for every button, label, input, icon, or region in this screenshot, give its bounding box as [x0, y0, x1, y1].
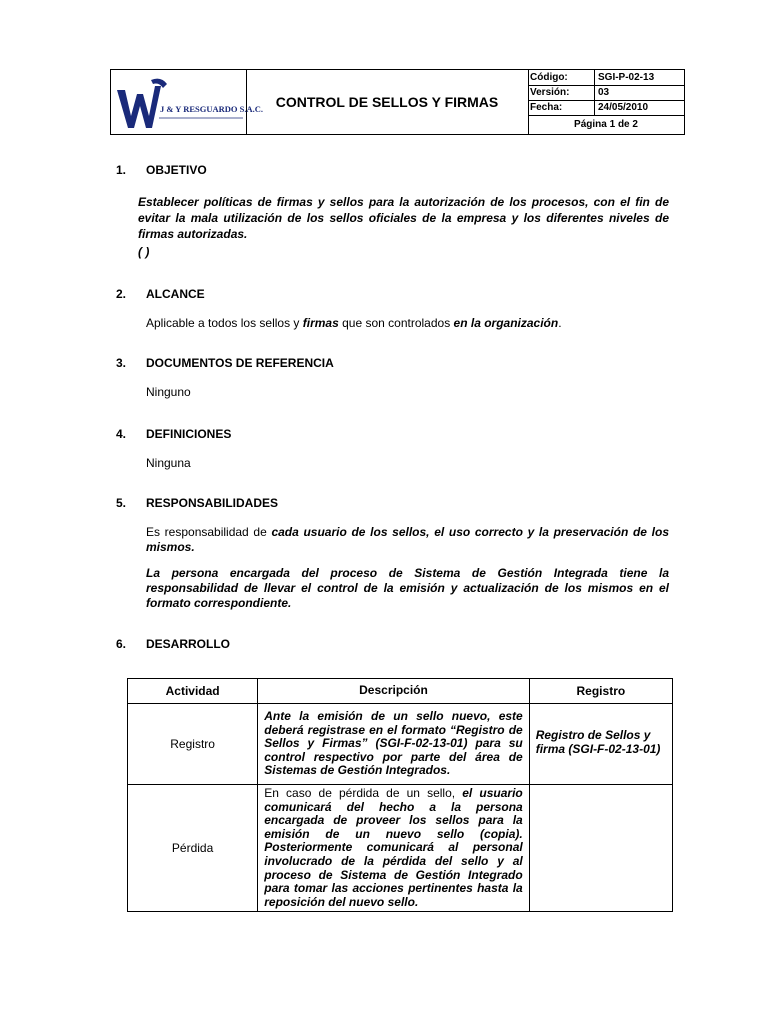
company-name: J & Y RESGUARDO S.A.C.	[160, 104, 264, 114]
fecha-label: Fecha:	[530, 102, 563, 113]
section-number: 2.	[116, 287, 127, 301]
document-title: CONTROL DE SELLOS Y FIRMAS	[246, 70, 529, 134]
responsabilidades-p2: La persona encargada del proceso de Sistema de Gestión Integrada tiene la responsabilidad de llevar el control de la emisión y actualización de los mismos en el formato correspondiente.	[146, 566, 669, 610]
document-header	[110, 69, 685, 135]
fecha-row	[528, 100, 684, 116]
logo-cell	[111, 70, 264, 134]
codigo-value: SGI-P-02-13	[594, 70, 684, 85]
version-value: 03	[594, 85, 684, 100]
table-row	[128, 785, 673, 912]
actividad-cell: Pérdida	[128, 785, 258, 912]
page-number: Página 1 de 2	[574, 119, 638, 130]
section-title-objetivo: OBJETIVO	[146, 163, 207, 177]
objetivo-text: Establecer políticas de firmas y sellos para la autorización de los procesos, con el fin de evitar la mala utilización de los sellos oficiales de la empresa y los diferentes niveles de firmas autorizadas.	[138, 195, 669, 241]
section-number: 4.	[116, 427, 127, 441]
section-number: 1.	[116, 163, 127, 177]
section-title-documentos: DOCUMENTOS DE REFERENCIA	[146, 356, 334, 370]
objetivo-extra: ( )	[138, 245, 150, 259]
version-label: Versión:	[530, 87, 570, 98]
section-title-responsabilidades: RESPONSABILIDADES	[146, 496, 279, 510]
section-title-alcance: ALCANCE	[146, 287, 205, 301]
alcance-text: Aplicable a todos los sellos y firmas que son controlados en la organización.	[146, 316, 562, 330]
table-row	[128, 704, 673, 785]
descripcion-cell: En caso de pérdida de un sello, el usuario comunicará del hecho a la persona encargada de proveer los sellos para la emisión de un nuevo sello (copia). Posteriormente comunicará al personal involucrado de la pérdida del sello y al proceso de Sistema de Gestión Integrado para tomar las acciones pertinentes hasta la reposición del nuevo sello.	[258, 785, 529, 912]
section-title-definiciones: DEFINICIONES	[146, 427, 232, 441]
version-row	[528, 85, 684, 101]
fecha-value: 24/05/2010	[594, 100, 684, 115]
column-header: Registro	[529, 679, 672, 704]
documentos-text: Ninguno	[146, 385, 191, 399]
codigo-label: Código:	[530, 72, 568, 83]
desarrollo-table	[127, 678, 673, 912]
document-meta	[528, 70, 684, 134]
section-title-desarrollo: DESARROLLO	[146, 637, 230, 651]
column-header: Descripción	[258, 679, 529, 704]
section-number: 5.	[116, 496, 127, 510]
descripcion-cell: Ante la emisión de un sello nuevo, este deberá registrase en el formato “Registro de Sellos y Firmas” (SGI-F-02-13-01) para su control respectivo por parte del área de Sistemas de Gestión Integrados.	[258, 704, 529, 785]
column-header: Actividad	[128, 679, 258, 704]
codigo-row	[528, 70, 684, 86]
definiciones-text: Ninguna	[146, 456, 191, 470]
section-number: 3.	[116, 356, 127, 370]
table-header-row	[128, 679, 673, 704]
section-number: 6.	[116, 637, 127, 651]
actividad-cell: Registro	[128, 704, 258, 785]
registro-cell: Registro de Sellos y firma (SGI-F-02-13-01)	[529, 704, 672, 785]
responsabilidades-p1: Es responsabilidad de cada usuario de los sellos, el uso correcto y la preservación de los mismos.	[146, 525, 669, 554]
registro-cell	[529, 785, 672, 912]
company-logo	[111, 70, 246, 134]
